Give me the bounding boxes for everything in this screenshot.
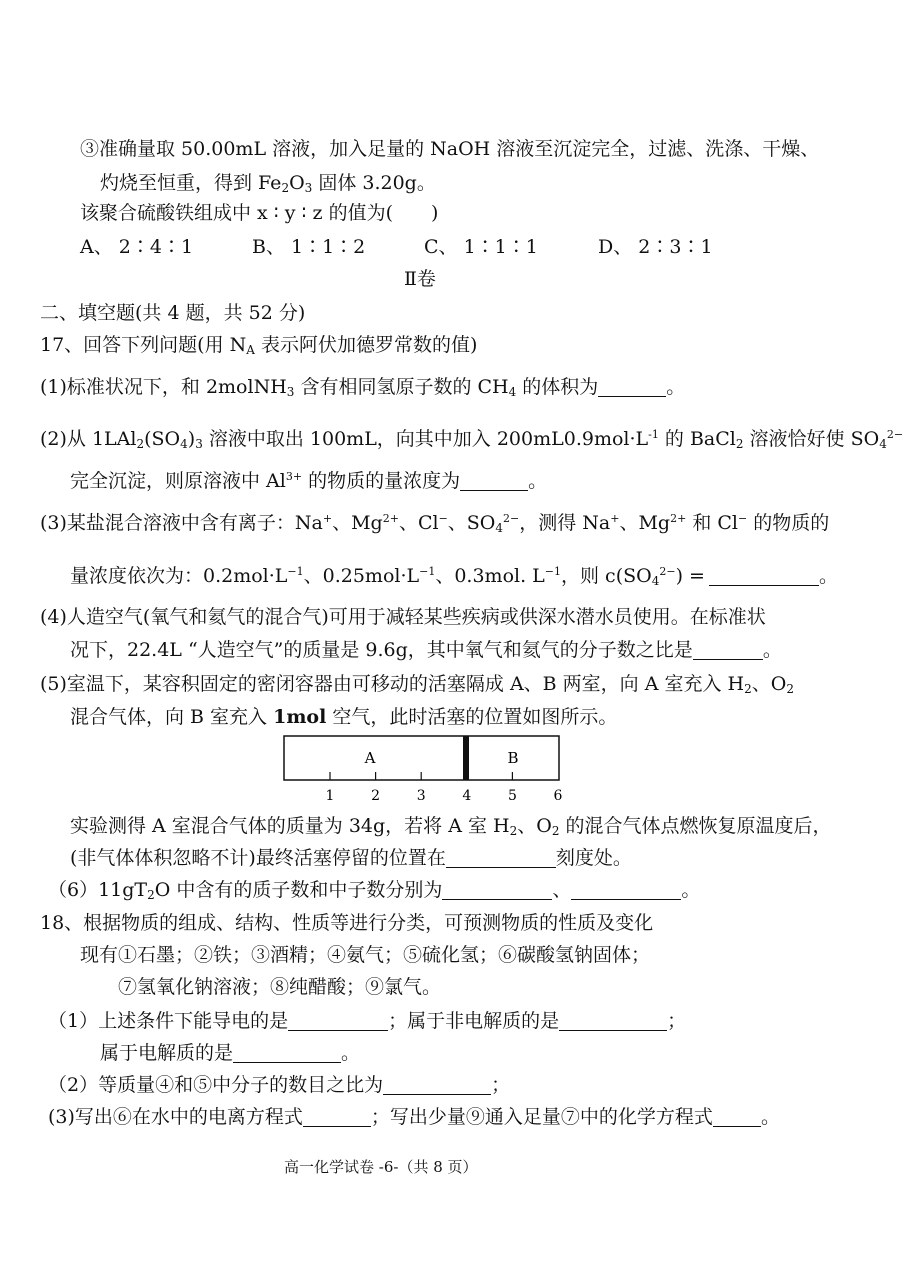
answer-blank[interactable] <box>446 847 556 868</box>
answer-blank[interactable] <box>559 1010 667 1031</box>
answer-blank[interactable] <box>598 376 666 397</box>
q17-part3-line2: 量浓度依次为：$0.2mol\cdot L^{-1}$、$0.25mol\cdot L^{-1}$、0.3mol. $L^{-1}$，则 $c(SO_4^{2-})$ = 。 <box>70 565 838 588</box>
option-c[interactable]: C、 1∶1∶1 <box>424 236 538 258</box>
q16-question: 该聚合硫酸铁组成中 x ∶ y ∶ z 的值为( ) <box>80 202 439 224</box>
answer-blank[interactable] <box>713 1106 761 1127</box>
q17-part4-line2: 况下，22.4L “人造空气”的质量是 9.6g，其中氧气和氦气的分子数之比是 。 <box>70 639 782 661</box>
q16-options <box>80 234 780 260</box>
q18-part2: （2）等质量④和⑤中分子的数目之比为 ； <box>48 1074 511 1096</box>
q17-part2-line1: (2)从 $1LAl_2(SO_4)_3$ 溶液中取出 100mL，向其中加入 $200mL0.9mol\cdot L^{-1}$ 的 BaCl$_2$ 溶液恰好使 $SO_4^{2-}$ <box>40 428 904 451</box>
piston-container-diagram <box>280 732 570 806</box>
option-a[interactable]: A、 2∶4∶1 <box>80 236 194 258</box>
q16-step3-line2: 灼烧至恒重，得到 $Fe_2O_3$ 固体 3.20g。 <box>100 172 436 195</box>
section-title: Ⅱ卷 <box>404 268 436 290</box>
scale-tick-label: 6 <box>553 788 563 804</box>
answer-blank[interactable] <box>709 565 819 586</box>
q18-list1: 现有①石墨；②铁；③酒精；④氨气；⑤硫化氢；⑥碳酸氢钠固体； <box>80 944 651 966</box>
piston <box>463 736 469 780</box>
q17-part5-line3: 实验测得 A 室混合气体的质量为 34g，若将 A 室 $H_2$、$O_2$ 的混合气体点燃恢复原温度后， <box>70 815 832 838</box>
chamber-a-label: A <box>364 749 376 767</box>
answer-blank[interactable] <box>288 1010 388 1031</box>
scale-tick-label: 2 <box>371 788 381 804</box>
q17-part5-line2: 混合气体，向 B 室充入 1mol 空气，此时活塞的位置如图所示。 <box>70 706 618 728</box>
option-b[interactable]: B、 1∶1∶2 <box>252 236 366 258</box>
q17-part2-line2: 完全沉淀，则原溶液中 $Al^{3+}$ 的物质的量浓度为 。 <box>70 470 548 492</box>
scale-tick-label: 4 <box>462 788 472 804</box>
q17-part5-line4: (非气体体积忽略不计)最终活塞停留的位置在 刻度处。 <box>70 847 632 869</box>
q18-part1-line2: 属于电解质的是 。 <box>100 1042 361 1064</box>
option-d[interactable]: D、 2∶3∶1 <box>598 236 713 258</box>
answer-blank[interactable] <box>303 1106 371 1127</box>
answer-blank[interactable] <box>571 879 681 900</box>
scale-tick-label: 5 <box>507 788 517 804</box>
q17-part6: $(6)11gT_2O$ 中含有的质子数和中子数分别为 、 。 <box>48 879 701 902</box>
scale-tick-label: 3 <box>416 788 426 804</box>
part-heading: 二、填空题(共 4 题，共 52 分) <box>40 302 306 324</box>
q18-stem: 18、根据物质的组成、结构、性质等进行分类，可预测物质的性质及变化 <box>40 912 654 934</box>
answer-blank[interactable] <box>383 1074 491 1095</box>
q16-step3-line1: ③准确量取 50.00mL 溶液，加入足量的 NaOH 溶液至沉淀完全，过滤、洗涤、干燥、 <box>80 138 820 160</box>
chamber-b-label: B <box>507 749 519 767</box>
q17-part3-line1: (3)某盐混合溶液中含有离子：Na+、$Mg^{2+}$、Cl−、$SO_4^{2-}$，测得 Na+、$Mg^{2+}$ 和 Cl− 的物质的 <box>40 512 830 535</box>
q17-stem: 17、回答下列问题(用 $N_A$ 表示阿伏加德罗常数的值) <box>40 334 478 357</box>
answer-blank[interactable] <box>460 470 528 491</box>
q17-part1: (1)标准状况下，和 2molNH$_3$ 含有相同氢原子数的 $CH_4$ 的体积为 。 <box>40 376 686 399</box>
answer-blank[interactable] <box>693 639 763 660</box>
q17-part5-line1: (5)室温下，某容积固定的密闭容器由可移动的活塞隔成 A、B 两室，向 A 室充入 $H_2$、$O_2$ <box>40 673 794 696</box>
scale-ticks <box>326 772 563 804</box>
answer-blank[interactable] <box>233 1042 341 1063</box>
scale-tick-label: 1 <box>325 788 335 804</box>
page-footer: 高一化学试卷 -6-（共 8 页） <box>284 1158 478 1176</box>
answer-blank[interactable] <box>442 879 552 900</box>
q18-part1: （1）上述条件下能导电的是 ；属于非电解质的是 ； <box>48 1010 687 1032</box>
q18-list2: ⑦氢氧化钠溶液；⑧纯醋酸；⑨氯气。 <box>118 976 442 998</box>
q18-part3: (3)写出⑥在水中的电离方程式 ；写出少量⑨通入足量⑦中的化学方程式 。 <box>48 1106 780 1128</box>
q17-part4-line1: (4)人造空气(氧气和氦气的混合气)可用于减轻某些疾病或供深水潜水员使用。在标准状 <box>40 606 766 628</box>
